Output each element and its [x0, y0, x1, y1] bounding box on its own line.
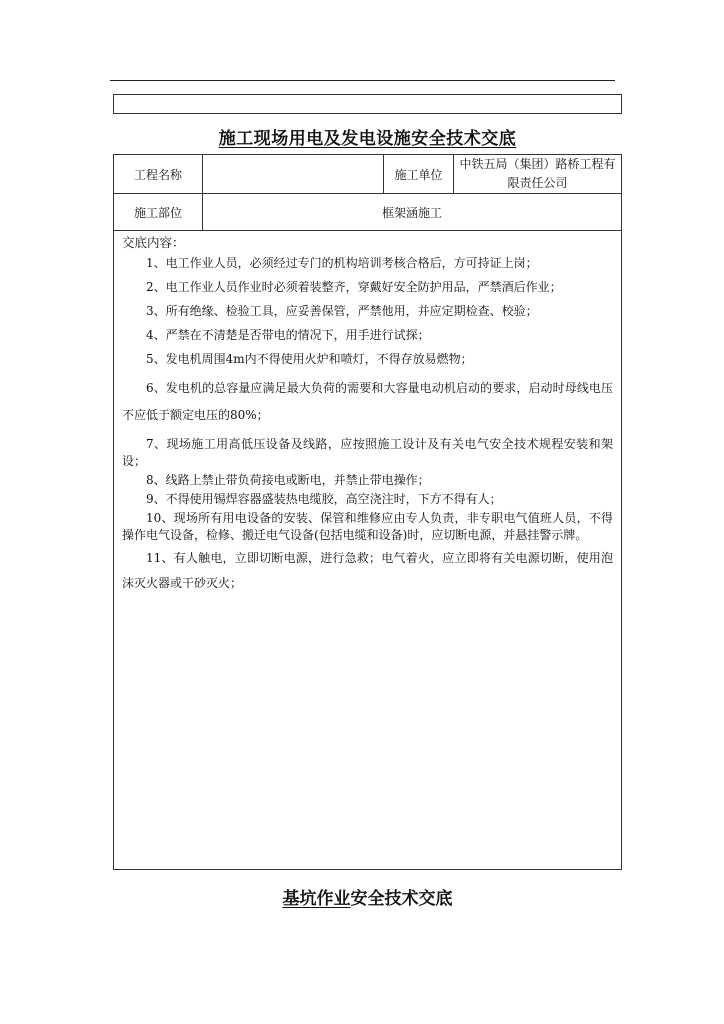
- project-value: [203, 155, 384, 193]
- document-title: 施工现场用电及发电设施安全技术交底: [218, 129, 517, 149]
- list-item: 9、不得使用锡焊容器盛装热电缆胶，高空浇注时，下方不得有人；: [146, 492, 502, 506]
- list-item: 6、发电机的总容量应满足最大负荷的需要和大容量电动机启动的要求，启动时母线电压不应低于额定电压的80%；: [122, 381, 613, 422]
- next-title-rest: 安全技术交底: [350, 889, 453, 909]
- list-item: 11、有人触电，立即切断电源，进行急救；电气着火，应立即将有关电源切断，使用泡沫灭火器或干砂灭火；: [122, 551, 613, 590]
- header-box: [113, 94, 622, 114]
- location-value: 框架涵施工: [381, 205, 442, 220]
- list-item: 3、所有绝缘、检验工具，应妥善保管，严禁他用，并应定期检查、校验；: [146, 304, 538, 318]
- list-item: 4、严禁在不清楚是否带电的情况下，用手进行试探；: [146, 328, 430, 342]
- list-item: 8、线路上禁止带负荷接电或断电，并禁止带电操作；: [146, 473, 430, 487]
- unit-value: 中铁五局（集团）路桥工程有限责任公司: [459, 157, 616, 190]
- location-row: [114, 194, 621, 231]
- project-row: [114, 155, 621, 194]
- header-rule: [110, 80, 615, 81]
- list-item: 5、发电机周围4m内不得使用火炉和喷灯，不得存放易燃物；: [146, 352, 473, 366]
- content-heading: 交底内容：: [122, 235, 185, 250]
- list-item: 10、现场所有用电设备的安装、保管和维修应由专人负责，非专职电气值班人员，不得操作电气设备，检修、搬迁电气设备(包括电缆和设备)时，应切断电源，并悬挂警示牌。: [122, 511, 613, 542]
- briefing-content: [114, 231, 621, 596]
- next-title-underlined: 基坑作业: [282, 889, 351, 909]
- list-item: 7、现场施工用高低压设备及线路，应按照施工设计及有关电气安全技术规程安装和架设；: [122, 437, 613, 468]
- list-item: 2、电工作业人员作业时必须着装整齐，穿戴好安全防护用品，严禁酒后作业；: [146, 280, 562, 294]
- project-label: 工程名称: [114, 155, 203, 193]
- briefing-sheet: [113, 154, 622, 870]
- list-item: 1、电工作业人员，必须经过专门的机构培训考核合格后，方可持证上岗；: [146, 256, 538, 270]
- next-section-title: [113, 884, 622, 909]
- unit-label: 施工单位: [384, 155, 454, 193]
- location-label: 施工部位: [114, 194, 203, 230]
